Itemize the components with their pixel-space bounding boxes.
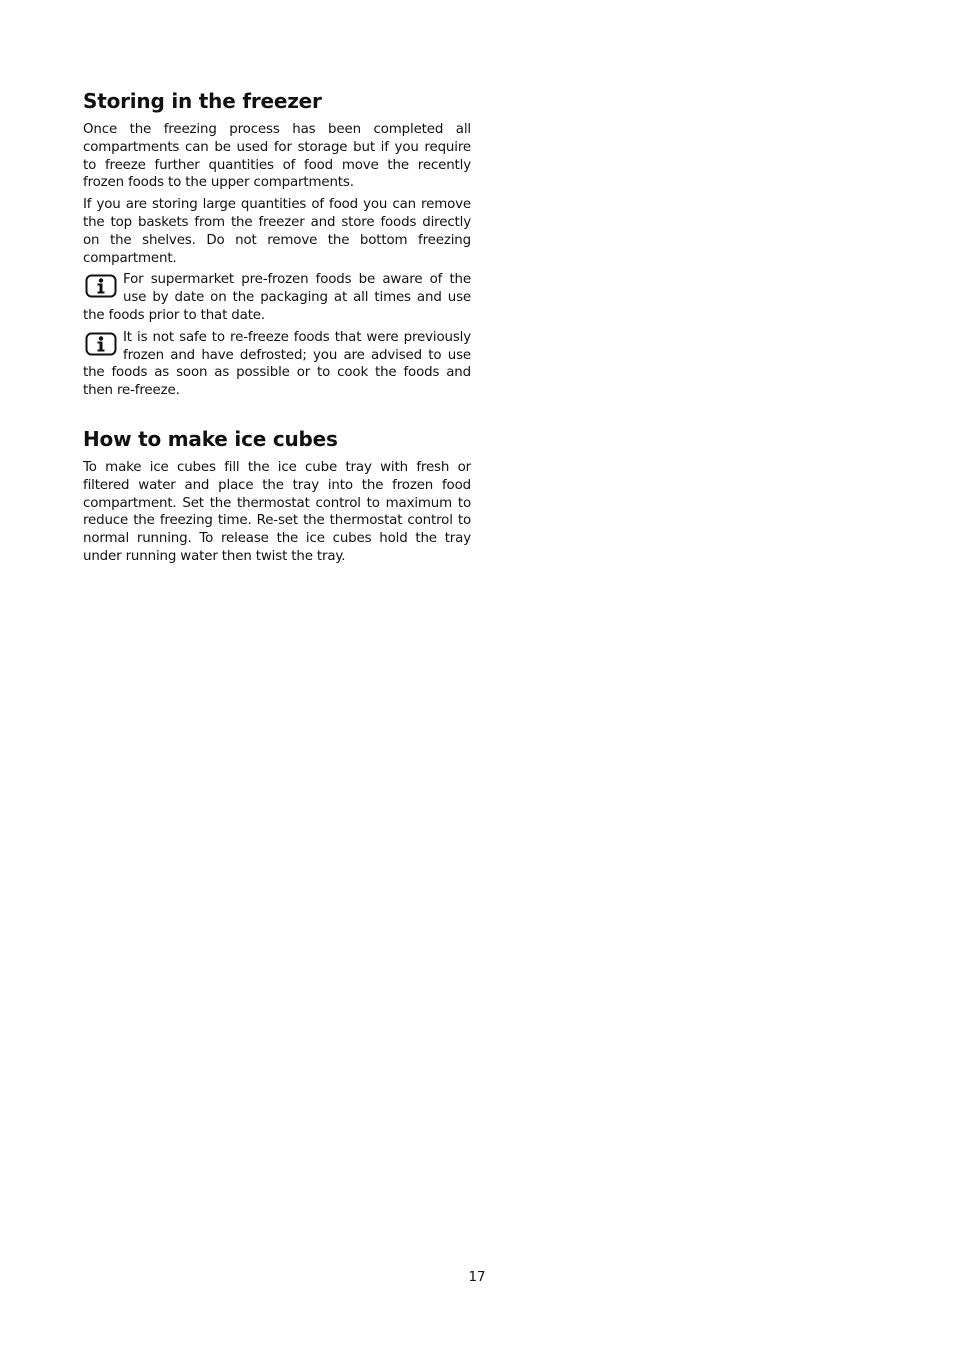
section-heading: Storing in the freezer: [83, 89, 322, 113]
section-storing-in-freezer: [83, 88, 471, 400]
note-text: It is not safe to re-freeze foods that were previously frozen and have defrosted; you are advised to use the foods as soon as possible or to cook the foods and then re-freeze.: [83, 329, 471, 399]
paragraph: Once the freezing process has been completed all compartments can be used for storage but if you require to freeze further quantities of food move the recently frozen foods to the upper compartments.: [83, 122, 471, 191]
info-icon: [85, 274, 117, 298]
info-note: [83, 271, 471, 324]
note-text: For supermarket pre-frozen foods be aware of the use by date on the packaging at all times and use the foods prior to that date.: [83, 272, 471, 323]
content-column: [83, 88, 471, 570]
paragraph: If you are storing large quantities of food you can remove the top baskets from the freezer and store foods directly on the shelves. Do not remove the bottom freezing compartment.: [83, 197, 471, 266]
info-note: [83, 329, 471, 400]
info-icon: [85, 332, 117, 356]
paragraph: To make ice cubes fill the ice cube tray with fresh or filtered water and place the tray into the frozen food compartment. Set the thermostat control to maximum to reduce the freezing time. Re-set the thermostat control to normal running. To release the ice cubes hold the tray under running water then twist the tray.: [83, 459, 471, 564]
section-heading: How to make ice cubes: [83, 426, 338, 451]
section-ice-cubes: [83, 426, 471, 566]
page-number: 17: [468, 1270, 486, 1285]
